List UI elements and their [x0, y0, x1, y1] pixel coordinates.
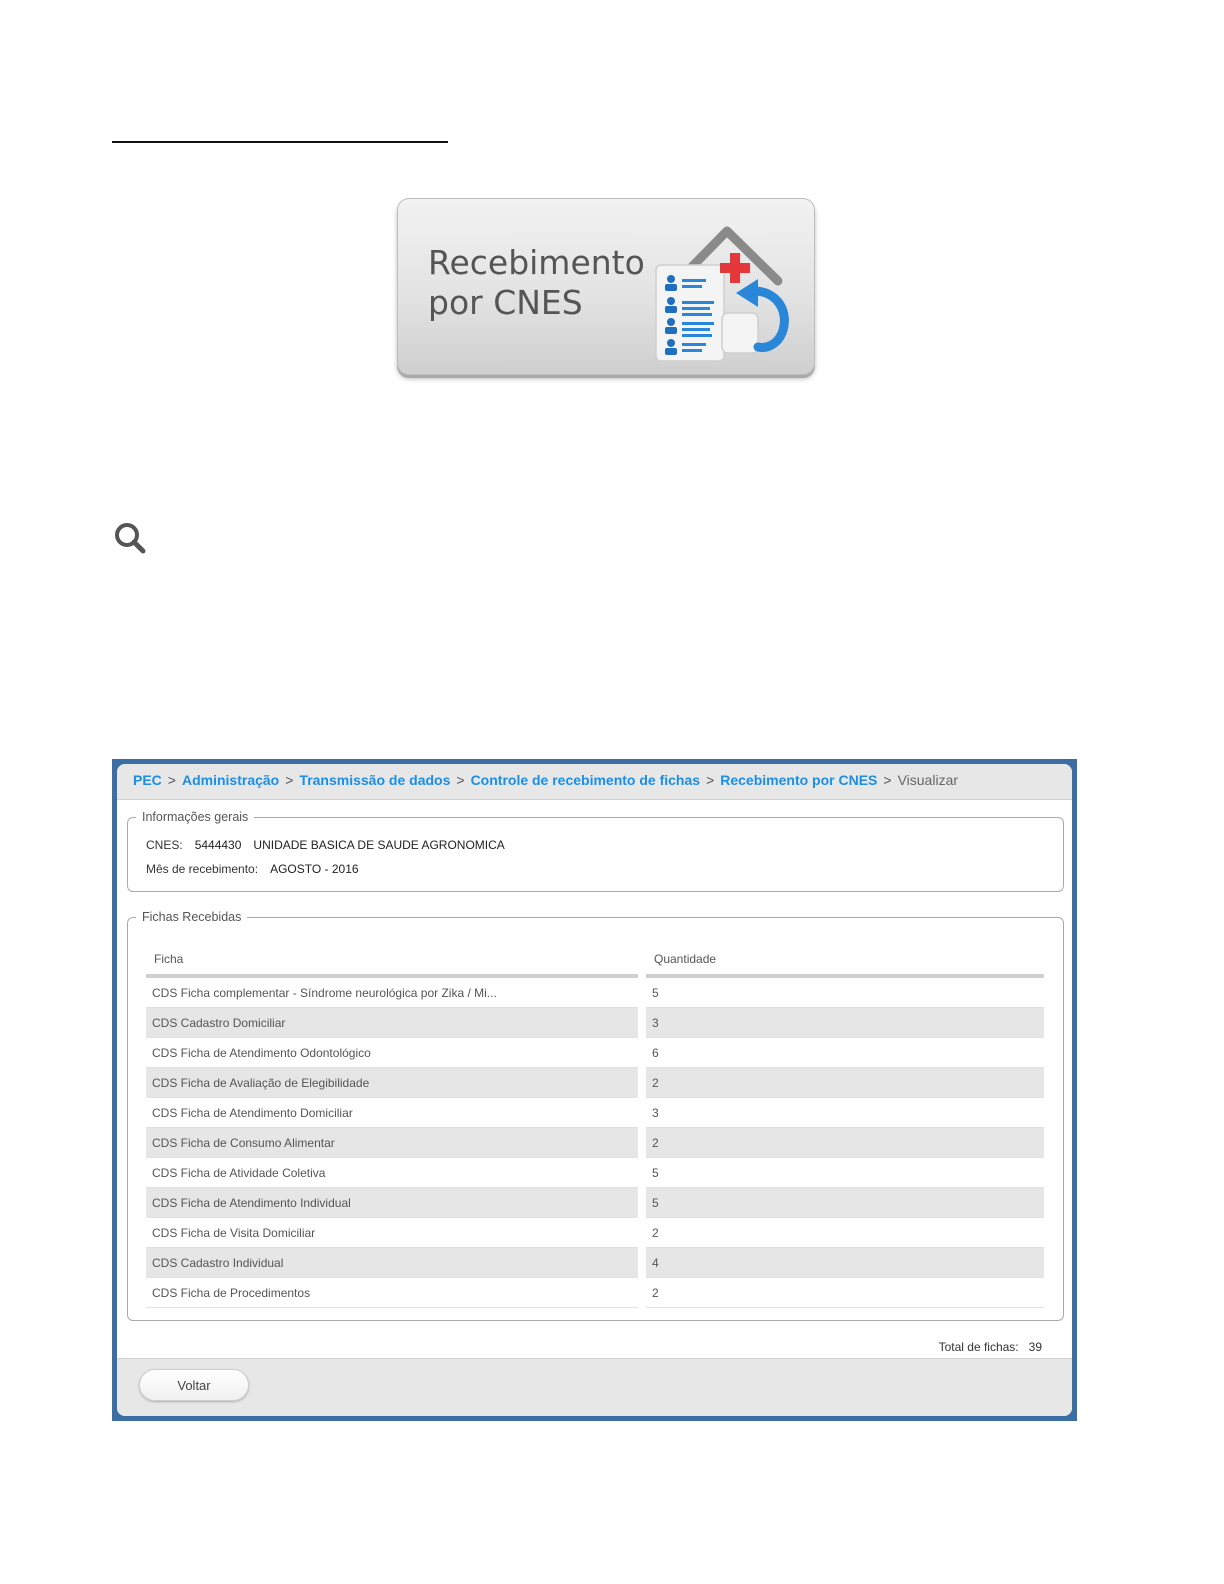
- fichas-recebidas-section: [127, 910, 1064, 1321]
- column-gap: [638, 978, 646, 1008]
- table-header-row: [146, 944, 1044, 978]
- ficha-cell: CDS Ficha de Consumo Alimentar: [146, 1128, 638, 1158]
- recebimento-panel: [112, 759, 1077, 1421]
- informacoes-gerais-section: [127, 810, 1064, 892]
- table-row[interactable]: [146, 1038, 1044, 1068]
- breadcrumb-controle[interactable]: Controle de recebimento de fichas: [470, 772, 701, 788]
- breadcrumb-current: Visualizar: [897, 772, 959, 788]
- breadcrumb: [117, 764, 1072, 800]
- mes-row: [146, 862, 371, 876]
- column-gap: [638, 1128, 646, 1158]
- breadcrumb-separator: >: [883, 772, 892, 788]
- quantidade-cell: 2: [646, 1278, 1044, 1308]
- table-row[interactable]: [146, 1218, 1044, 1248]
- quantidade-cell: 3: [646, 1098, 1044, 1128]
- breadcrumb-transmissao[interactable]: Transmissão de dados: [299, 772, 451, 788]
- ficha-cell: CDS Ficha de Atendimento Domiciliar: [146, 1098, 638, 1128]
- total-value: 39: [1028, 1340, 1042, 1354]
- column-gap: [638, 1188, 646, 1218]
- quantidade-cell: 5: [646, 1158, 1044, 1188]
- breadcrumb-administracao[interactable]: Administração: [181, 772, 280, 788]
- column-gap: [638, 1158, 646, 1188]
- ficha-cell: CDS Cadastro Individual: [146, 1248, 638, 1278]
- column-gap: [638, 1008, 646, 1038]
- ficha-cell: CDS Ficha de Atendimento Individual: [146, 1188, 638, 1218]
- cnes-row: [146, 838, 517, 852]
- tile-label-line2: por CNES: [428, 283, 583, 322]
- breadcrumb-separator: >: [706, 772, 715, 788]
- cnes-label: CNES:: [146, 838, 183, 852]
- footer-bar: [117, 1358, 1072, 1416]
- column-gap: [638, 1278, 646, 1308]
- search-icon[interactable]: [112, 520, 148, 556]
- table-row[interactable]: [146, 1068, 1044, 1098]
- mes-label: Mês de recebimento:: [146, 862, 259, 876]
- fichas-table: [146, 944, 1044, 1308]
- column-gap: [638, 1068, 646, 1098]
- column-gap: [638, 944, 646, 978]
- house-cross-documents-return-icon: [650, 221, 800, 366]
- breadcrumb-recebimento-cnes[interactable]: Recebimento por CNES: [720, 772, 878, 788]
- quantidade-cell: 2: [646, 1218, 1044, 1248]
- total-label: Total de fichas:: [938, 1340, 1019, 1354]
- ficha-cell: CDS Ficha de Procedimentos: [146, 1278, 638, 1308]
- quantidade-cell: 5: [646, 978, 1044, 1008]
- table-row[interactable]: [146, 1128, 1044, 1158]
- ficha-cell: CDS Ficha de Atividade Coletiva: [146, 1158, 638, 1188]
- quantidade-cell: 5: [646, 1188, 1044, 1218]
- column-gap: [638, 1248, 646, 1278]
- quantidade-cell: 2: [646, 1068, 1044, 1098]
- table-row[interactable]: [146, 978, 1044, 1008]
- table-row[interactable]: [146, 1158, 1044, 1188]
- cnes-code: 5444430: [194, 838, 242, 852]
- breadcrumb-separator: >: [285, 772, 294, 788]
- column-gap: [638, 1038, 646, 1068]
- table-row[interactable]: [146, 1098, 1044, 1128]
- recebimento-por-cnes-tile[interactable]: [397, 198, 815, 375]
- breadcrumb-separator: >: [456, 772, 465, 788]
- ficha-cell: CDS Ficha de Avaliação de Elegibilidade: [146, 1068, 638, 1098]
- ficha-cell: CDS Ficha de Visita Domiciliar: [146, 1218, 638, 1248]
- ficha-cell: CDS Ficha de Atendimento Odontológico: [146, 1038, 638, 1068]
- column-header-quantidade[interactable]: Quantidade: [646, 944, 1044, 978]
- fichas-recebidas-legend: Fichas Recebidas: [142, 910, 242, 924]
- voltar-button[interactable]: Voltar: [139, 1369, 249, 1401]
- informacoes-gerais-legend: Informações gerais: [142, 810, 249, 824]
- cnes-name: UNIDADE BASICA DE SAUDE AGRONOMICA: [253, 838, 505, 852]
- tile-label-line1: Recebimento: [428, 243, 645, 282]
- tile-label: [428, 243, 645, 323]
- table-row[interactable]: [146, 1278, 1044, 1308]
- column-gap: [638, 1098, 646, 1128]
- table-row[interactable]: [146, 1008, 1044, 1038]
- quantidade-cell: 3: [646, 1008, 1044, 1038]
- column-header-ficha[interactable]: Ficha: [146, 944, 638, 978]
- mes-value: AGOSTO - 2016: [270, 862, 359, 876]
- ficha-cell: CDS Ficha complementar - Síndrome neurológica por Zika / Mi...: [146, 978, 638, 1008]
- column-gap: [638, 1218, 646, 1248]
- fichas-table-body: [146, 978, 1044, 1308]
- quantidade-cell: 6: [646, 1038, 1044, 1068]
- quantidade-cell: 4: [646, 1248, 1044, 1278]
- table-row[interactable]: [146, 1188, 1044, 1218]
- breadcrumb-pec[interactable]: PEC: [133, 772, 162, 788]
- ficha-cell: CDS Cadastro Domiciliar: [146, 1008, 638, 1038]
- top-divider: [112, 141, 448, 143]
- quantidade-cell: 2: [646, 1128, 1044, 1158]
- total-fichas: [939, 1340, 1042, 1354]
- breadcrumb-separator: >: [167, 772, 176, 788]
- table-row[interactable]: [146, 1248, 1044, 1278]
